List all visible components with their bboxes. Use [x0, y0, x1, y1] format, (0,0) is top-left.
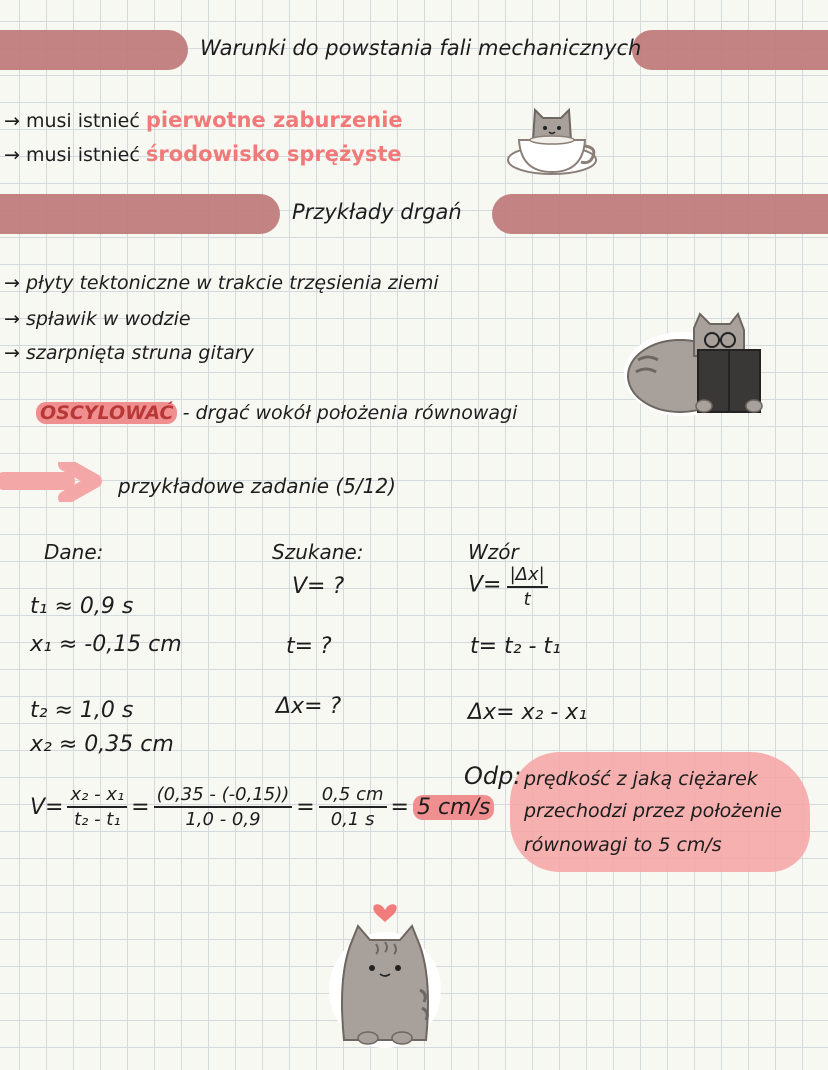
formula-v-lhs: V= — [468, 572, 502, 598]
answer-line: równowagi to 5 cm/s — [524, 834, 722, 856]
header-bar-right — [492, 194, 828, 234]
formula-v — [468, 564, 548, 610]
calc-numerator: x₂ - x₁ — [67, 784, 127, 808]
header-bar-left — [0, 30, 188, 70]
example-item: → spławik w wodzie — [4, 308, 191, 330]
answer-line: przechodzi przez położenie — [524, 800, 782, 822]
condition-prefix: → musi istnieć — [4, 144, 140, 166]
calculation — [30, 784, 494, 830]
formula-dx: Δx= x₂ - x₁ — [468, 700, 588, 725]
calc-denominator: 1,0 - 0,9 — [185, 809, 261, 830]
calc-fraction-substituted — [154, 784, 293, 830]
calc-fraction-simplified — [319, 784, 387, 830]
calc-lhs: V= — [30, 794, 64, 820]
calc-equals: = — [296, 794, 315, 820]
task-label: przykładowe zadanie (5/12) — [118, 474, 396, 498]
condition-line-1 — [4, 108, 403, 132]
calc-equals: = — [131, 794, 150, 820]
calc-numerator: 0,5 cm — [319, 784, 387, 808]
calc-numerator: (0,35 - (-0,15)) — [154, 784, 293, 808]
sought-v: V= ? — [292, 574, 345, 599]
sought-header: Szukane: — [272, 540, 364, 564]
calc-equals: = — [390, 794, 409, 820]
heading-examples: Przykłady drgań — [292, 200, 462, 224]
definition-text: - drgać wokół położenia równowagi — [182, 402, 518, 424]
given-x1: x₁ ≈ -0,15 cm — [30, 632, 182, 657]
heading-wave-conditions: Warunki do powstania fali mechanicznych — [200, 36, 642, 60]
sought-dx: Δx= ? — [276, 694, 342, 719]
answer-label: Odp: — [464, 762, 522, 790]
sought-t: t= ? — [286, 634, 332, 659]
header-bar-right — [632, 30, 828, 70]
calc-denominator: 0,1 s — [330, 809, 375, 830]
formula-v-numerator: |Δx| — [507, 564, 548, 588]
formula-v-denominator: t — [523, 589, 531, 610]
given-x2: x₂ ≈ 0,35 cm — [30, 732, 174, 757]
formula-header: Wzór — [468, 540, 519, 564]
given-header: Dane: — [44, 540, 104, 564]
given-t1: t₁ ≈ 0,9 s — [30, 594, 134, 619]
example-item: → płyty tektoniczne w trakcie trzęsienia ziemi — [4, 272, 439, 294]
pusheen-heart-sticker — [320, 890, 450, 1050]
condition-highlight: pierwotne zaburzenie — [145, 108, 403, 132]
reading-cat-sticker — [620, 310, 770, 420]
condition-highlight: środowisko sprężyste — [145, 142, 402, 166]
definition-term: OSCYLOWAĆ — [36, 402, 177, 424]
calc-fraction-symbolic — [67, 784, 127, 830]
definition-line — [36, 402, 517, 424]
condition-line-2 — [4, 142, 402, 166]
calc-result: 5 cm/s — [413, 795, 494, 820]
cat-in-cup-sticker — [505, 92, 600, 182]
calc-denominator: t₂ - t₁ — [74, 809, 121, 830]
formula-v-fraction — [507, 564, 548, 610]
given-t2: t₂ ≈ 1,0 s — [30, 698, 134, 723]
formula-t: t= t₂ - t₁ — [470, 634, 561, 659]
header-bar-left — [0, 194, 280, 234]
arrow-right-icon — [0, 462, 105, 502]
condition-prefix: → musi istnieć — [4, 110, 140, 132]
example-item: → szarpnięta struna gitary — [4, 342, 254, 364]
answer-line: prędkość z jaką ciężarek — [524, 768, 758, 790]
